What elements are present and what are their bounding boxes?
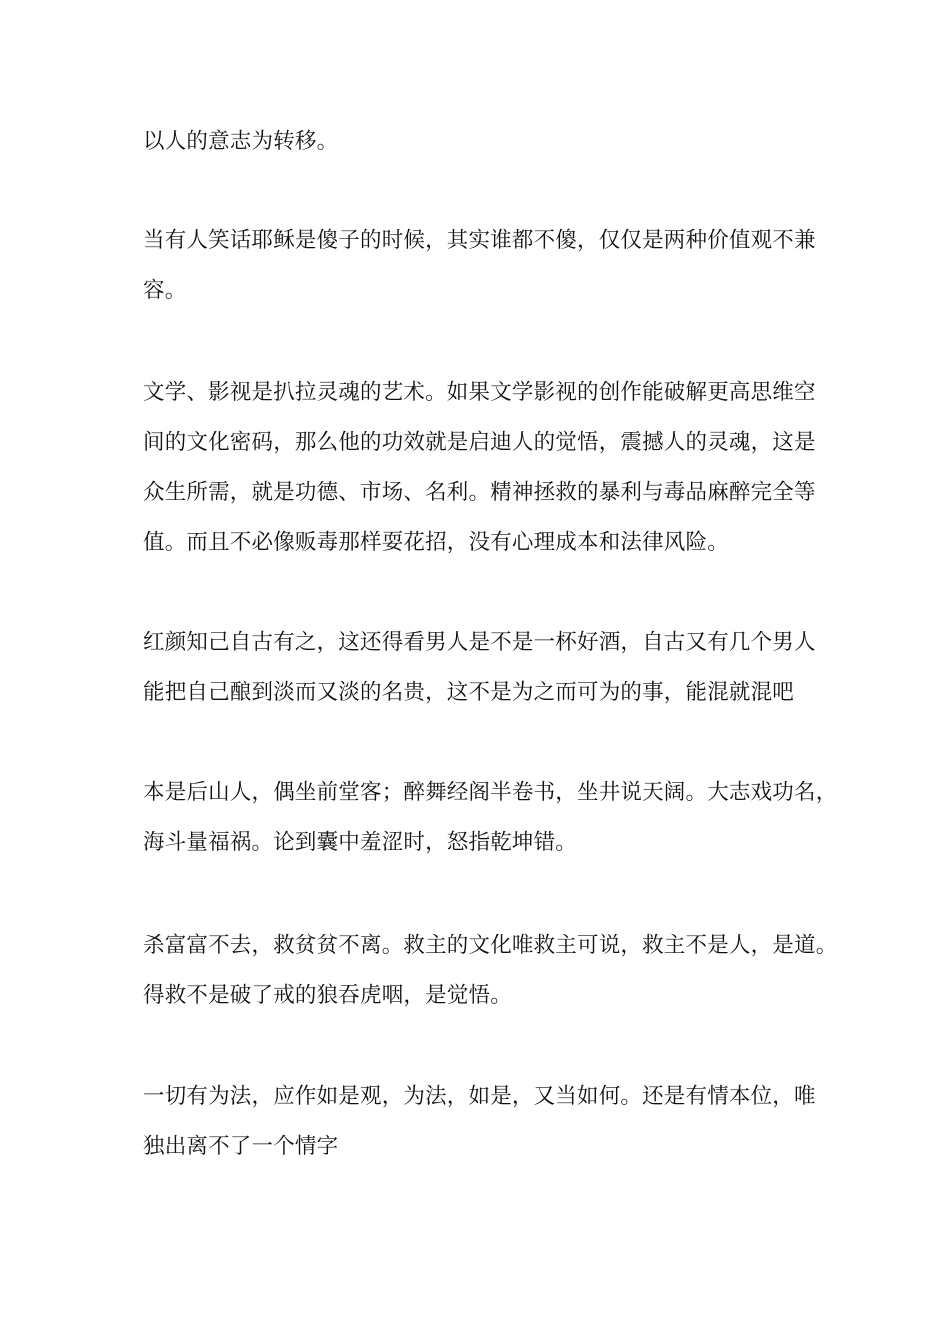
paragraph-line: 得救不是破了戒的狼吞虎咽，是觉悟。 bbox=[143, 983, 512, 1008]
paragraph-line: 一切有为法，应作如是观，为法，如是，又当如何。还是有情本位，唯 bbox=[143, 1084, 816, 1109]
paragraph-line: 间的文化密码，那么他的功效就是启迪人的觉悟，震撼人的灵魂，这是 bbox=[143, 430, 816, 455]
paragraph-line: 值。而且不必像贩毒那样耍花招，没有心理成本和法律风险。 bbox=[143, 530, 729, 555]
paragraph-line: 杀富富不去，救贫贫不离。救主的文化唯救主可说，救主不是人，是道。 bbox=[143, 933, 838, 958]
paragraph-line: 容。 bbox=[143, 278, 187, 303]
paragraph-line: 能把自己酿到淡而又淡的名贵，这不是为之而可为的事，能混就混吧 bbox=[143, 680, 795, 705]
paragraph-line: 文学、影视是扒拉灵魂的艺术。如果文学影视的创作能破解更高思维空 bbox=[143, 380, 816, 405]
paragraph-6 bbox=[143, 921, 838, 1021]
paragraph-line: 本是后山人，偶坐前堂客；醉舞经阁半卷书，坐井说天阔。大志戏功名， bbox=[143, 780, 838, 805]
paragraph-4 bbox=[143, 618, 816, 718]
paragraph-7 bbox=[143, 1072, 816, 1172]
paragraph-line: 众生所需，就是功德、市场、名利。精神拯救的暴利与毒品麻醉完全等 bbox=[143, 480, 816, 505]
paragraph-line: 以人的意志为转移。 bbox=[143, 129, 339, 154]
paragraph-line: 当有人笑话耶稣是傻子的时候，其实谁都不傻，仅仅是两种价值观不兼 bbox=[143, 228, 816, 253]
paragraph-1 bbox=[143, 117, 813, 167]
paragraph-line: 红颜知己自古有之，这还得看男人是不是一杯好酒，自古又有几个男人 bbox=[143, 630, 816, 655]
paragraph-2 bbox=[143, 216, 816, 316]
paragraph-line: 海斗量福祸。论到囊中羞涩时，怒指乾坤错。 bbox=[143, 830, 578, 855]
document-body bbox=[143, 117, 838, 1172]
paragraph-line: 独出离不了一个情字 bbox=[143, 1134, 339, 1159]
paragraph-3 bbox=[143, 368, 816, 568]
paragraph-5 bbox=[143, 768, 838, 868]
